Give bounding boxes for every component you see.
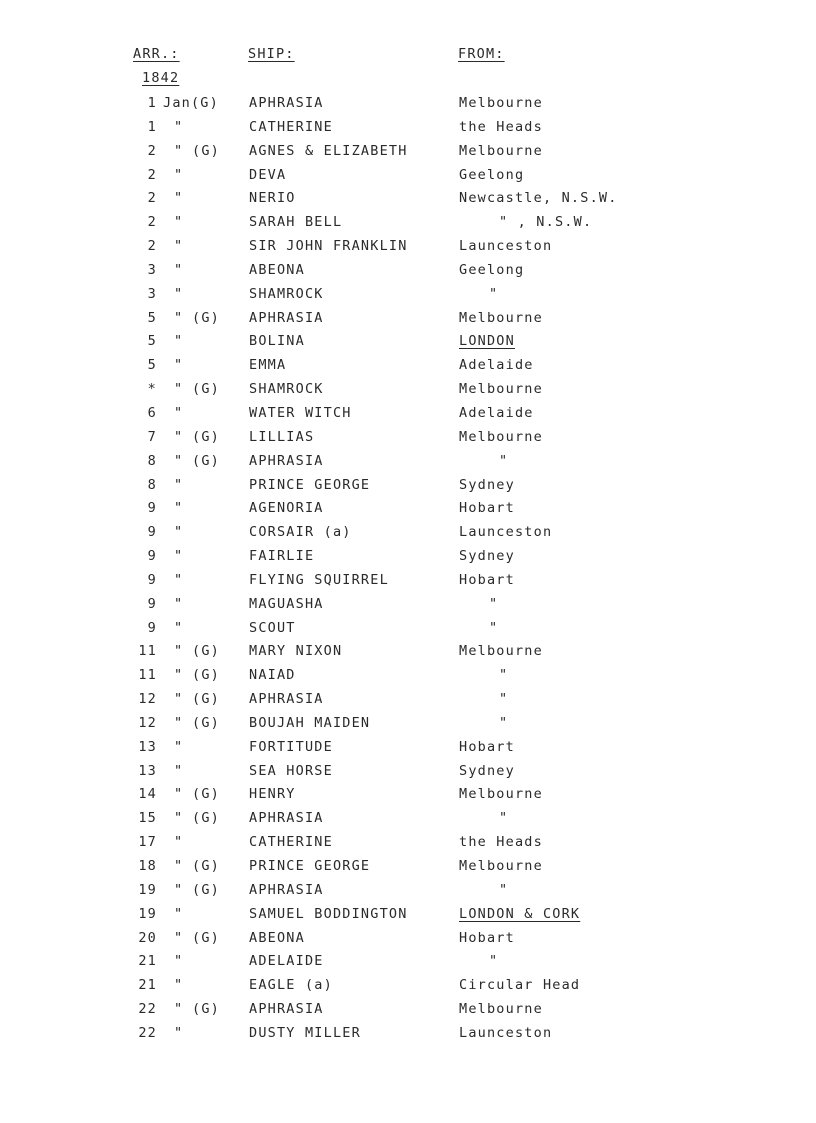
table-row [0,665,816,689]
arrival-day: 19 [138,905,157,922]
origin-port: " [499,691,509,708]
ditto-mark: " [174,404,184,421]
ship-name: SEA HORSE [249,762,333,779]
arrival-day: 2 [147,142,157,159]
ditto-mark: " [174,214,184,231]
origin-port: Hobart [459,738,515,755]
ship-name: PRINCE GEORGE [249,476,371,493]
origin-port: Circular Head [459,977,581,994]
from-column-header: FROM: [458,46,505,62]
arrival-day: 22 [138,1024,157,1041]
table-row [0,236,816,260]
arrival-day: 9 [147,619,157,636]
origin-port: Sydney [459,762,515,779]
ship-name: WATER WITCH [249,404,352,421]
ditto-mark: " [174,309,184,326]
ditto-mark: " [174,548,184,565]
geelong-marker: (G) [192,667,220,684]
geelong-marker: (G) [192,786,220,803]
ship-name: DUSTY MILLER [249,1024,361,1041]
ditto-mark: " [174,118,184,135]
ship-name: NAIAD [249,667,296,684]
ditto-mark: " [174,357,184,374]
ship-name: AGNES & ELIZABETH [249,142,408,159]
ditto-mark: " [174,786,184,803]
table-row [0,880,816,904]
ship-name: DEVA [249,166,287,183]
arrival-day: 18 [138,858,157,874]
origin-port: " [499,881,509,898]
geelong-marker: (G) [192,929,220,946]
ditto-mark: " [174,714,184,731]
arrival-day: 13 [138,762,157,779]
ship-name: AGENORIA [249,500,324,517]
origin-port: " [489,595,499,612]
table-row [0,451,816,475]
origin-port: Adelaide [459,357,534,374]
ship-name: LILLIAS [249,428,315,445]
ship-name: SCOUT [249,619,296,636]
origin-port: Hobart [459,929,515,946]
table-row [0,641,816,665]
table-row [0,117,816,141]
ditto-mark: " [174,261,184,278]
ship-name: SAMUEL BODDINGTON [249,905,408,922]
origin-port: Sydney [459,476,515,493]
ship-name: MARY NIXON [249,643,343,660]
ditto-mark: " [174,452,184,469]
ship-name: SIR JOHN FRANKLIN [249,238,408,255]
geelong-marker: (G) [192,142,220,159]
ditto-mark: " [174,881,184,898]
arrival-day: 21 [138,977,157,994]
ship-name: CORSAIR (a) [249,524,352,541]
origin-port: " [499,810,509,827]
ship-name: MAGUASHA [249,595,324,612]
arrival-day: 9 [147,595,157,612]
arrival-day: 3 [147,285,157,302]
arrival-day: 2 [147,214,157,231]
arrival-day: 9 [147,548,157,565]
ditto-mark: " [174,238,184,255]
origin-port: " [489,619,499,636]
table-row [0,689,816,713]
origin-port: the Heads [459,118,543,135]
arrival-day: 2 [147,190,157,207]
ship-column-header: SHIP: [248,46,295,62]
arrival-day: 3 [147,261,157,278]
origin-port: the Heads [459,834,543,851]
origin-port: Melbourne [459,428,543,445]
arrival-day: 5 [147,309,157,326]
origin-port: LONDON [459,333,515,350]
origin-port: Hobart [459,500,515,517]
arrival-day: 2 [147,238,157,255]
ditto-mark: " [174,834,184,851]
origin-port: Newcastle, N.S.W. [459,190,618,207]
ditto-mark: " [174,858,184,874]
ship-name: EAGLE (a) [249,977,333,994]
ship-name: ABEONA [249,261,305,278]
ditto-mark: " [174,476,184,493]
table-row [0,832,816,856]
table-row [0,212,816,236]
arrival-column-header: ARR.: [133,46,180,62]
arrival-day: 8 [147,476,157,493]
ship-name: BOLINA [249,333,305,350]
ditto-mark: " [174,691,184,708]
ship-name: CATHERINE [249,834,333,851]
origin-port: LONDON & CORK [459,905,581,922]
ship-name: NERIO [249,190,296,207]
arrival-day: 20 [138,929,157,946]
origin-port: Melbourne [459,309,543,326]
ditto-mark: " [174,643,184,660]
table-row [0,761,816,785]
ditto-mark: " [174,571,184,588]
table-row [0,188,816,212]
arrival-day: 12 [138,691,157,708]
ship-name: FLYING SQUIRREL [249,571,389,588]
ditto-mark: " [174,190,184,207]
geelong-marker: (G) [192,714,220,731]
arrival-day: 22 [138,1001,157,1018]
ditto-mark: " [174,1001,184,1018]
geelong-marker: (G) [192,452,220,469]
ship-name: PRINCE GEORGE [249,858,371,874]
column-headers [0,46,816,66]
geelong-marker: (G) [192,810,220,827]
table-row [0,999,816,1023]
ship-name: FORTITUDE [249,738,333,755]
ditto-mark: " [174,500,184,517]
geelong-marker: (G) [192,881,220,898]
origin-port: Adelaide [459,404,534,421]
arrival-day: 6 [147,404,157,421]
ditto-mark: " [174,142,184,159]
ditto-mark: " [174,333,184,350]
origin-port: " [489,953,499,970]
geelong-marker: (G) [192,643,220,660]
arrival-day: 11 [138,667,157,684]
ship-name: APHRASIA [249,810,324,827]
arrival-day: 9 [147,571,157,588]
ditto-mark: " [174,667,184,684]
arrival-day: 7 [147,428,157,445]
table-row [0,260,816,284]
table-row [0,904,816,928]
geelong-marker: (G) [192,381,220,398]
ditto-mark: " [174,953,184,970]
ditto-mark: " [174,428,184,445]
geelong-marker: (G) [192,309,220,326]
ditto-mark: " [174,166,184,183]
origin-port: " [499,714,509,731]
table-row [0,427,816,451]
table-row [0,713,816,737]
geelong-marker: (G) [192,428,220,445]
ship-name: BOUJAH MAIDEN [249,714,371,731]
origin-port: " [499,667,509,684]
ship-name: APHRASIA [249,309,324,326]
table-row [0,475,816,499]
ship-name: SHAMROCK [249,381,324,398]
geelong-marker: (G) [192,691,220,708]
geelong-marker: (G) [192,858,220,874]
arrival-day: 9 [147,500,157,517]
origin-port: Geelong [459,261,525,278]
ship-name: ABEONA [249,929,305,946]
arrival-day: 5 [147,357,157,374]
table-row [0,1023,816,1047]
origin-port: Melbourne [459,1001,543,1018]
arrival-day: 21 [138,953,157,970]
ship-name: APHRASIA [249,452,324,469]
table-row [0,522,816,546]
ship-name: APHRASIA [249,881,324,898]
geelong-marker: (G) [192,1001,220,1018]
table-row [0,928,816,952]
arrival-day: 9 [147,524,157,541]
ditto-mark: " [174,524,184,541]
ditto-mark: " [174,1024,184,1041]
origin-port: Launceston [459,1024,553,1041]
origin-port: Launceston [459,524,553,541]
origin-port: " [489,285,499,302]
ship-name: APHRASIA [249,1001,324,1018]
arrival-day: 13 [138,738,157,755]
origin-port: Launceston [459,238,553,255]
ship-name: APHRASIA [249,95,324,111]
table-row [0,379,816,403]
table-row [0,141,816,165]
ditto-mark: " [174,738,184,755]
table-row [0,93,816,117]
ditto-mark: " [174,905,184,922]
table-row [0,165,816,189]
table-row [0,951,816,975]
table-row [0,355,816,379]
ship-name: SARAH BELL [249,214,343,231]
ditto-mark: " [174,619,184,636]
origin-port: Sydney [459,548,515,565]
origin-port: Melbourne [459,142,543,159]
ditto-mark: " [174,381,184,398]
ditto-mark: " [174,977,184,994]
arrival-day: 8 [147,452,157,469]
arrival-day: 19 [138,881,157,898]
ditto-mark: " [174,595,184,612]
table-row [0,975,816,999]
arrival-day: 12 [138,714,157,731]
arrival-day: 11 [138,643,157,660]
year-heading: 1842 [142,70,180,86]
ditto-mark: " [174,762,184,779]
arrival-month: Jan(G) [163,95,219,111]
table-row [0,546,816,570]
arrival-day: 14 [138,786,157,803]
table-row [0,403,816,427]
origin-port: Hobart [459,571,515,588]
table-row [0,594,816,618]
table-row [0,284,816,308]
table-row [0,618,816,642]
table-row [0,808,816,832]
arrival-day: 2 [147,166,157,183]
arrivals-list [0,93,816,1047]
table-row [0,498,816,522]
arrival-day: 15 [138,810,157,827]
table-row [0,784,816,808]
origin-port: " [499,452,509,469]
ship-name: ADELAIDE [249,953,324,970]
ditto-mark: " [174,929,184,946]
arrival-day: 1 [147,95,157,111]
ship-name: EMMA [249,357,287,374]
table-row [0,331,816,355]
table-row [0,308,816,332]
origin-port: Melbourne [459,858,543,874]
origin-port: " , N.S.W. [499,214,593,231]
origin-port: Melbourne [459,786,543,803]
table-row [0,737,816,761]
origin-port: Melbourne [459,381,543,398]
ship-name: SHAMROCK [249,285,324,302]
ship-name: FAIRLIE [249,548,315,565]
origin-port: Geelong [459,166,525,183]
ditto-mark: " [174,285,184,302]
table-row [0,570,816,594]
ship-name: CATHERINE [249,118,333,135]
table-row [0,856,816,880]
arrival-day: 17 [138,834,157,851]
arrival-day: * [147,381,157,398]
arrival-day: 1 [147,118,157,135]
ship-name: HENRY [249,786,296,803]
ship-name: APHRASIA [249,691,324,708]
origin-port: Melbourne [459,95,543,111]
origin-port: Melbourne [459,643,543,660]
ditto-mark: " [174,810,184,827]
arrival-day: 5 [147,333,157,350]
